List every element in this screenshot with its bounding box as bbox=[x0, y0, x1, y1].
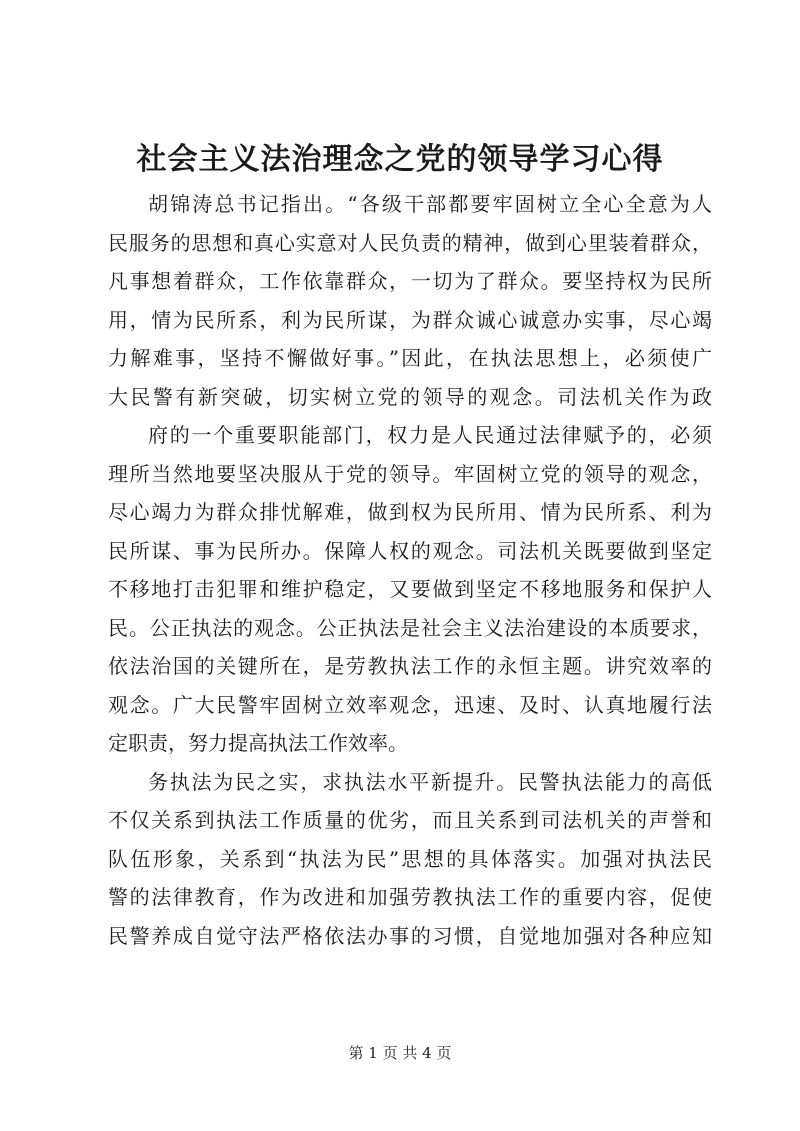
body-line: 不仅关系到执法工作质量的优劣，而且关系到司法机关的声誉和 bbox=[108, 808, 712, 832]
body-line: 警的法律教育，作为改进和加强劳教执法工作的重要内容，促使 bbox=[108, 885, 712, 909]
document-body bbox=[108, 185, 712, 955]
body-line: 民服务的思想和真心实意对人民负责的精神，做到心里装着群众， bbox=[108, 230, 712, 255]
body-line: 民。公正执法的观念。公正执法是社会主义法治建设的本质要求， bbox=[108, 615, 712, 640]
body-line: 依法治国的关键所在，是劳教执法工作的永恒主题。讲究效率的 bbox=[108, 654, 712, 678]
document-title: 社会主义法治理念之党的领导学习心得 bbox=[136, 142, 664, 177]
body-line: 力解难事，坚持不懈做好事。”因此，在执法思想上，必须使广 bbox=[108, 346, 712, 370]
body-line: 理所当然地要坚决服从于党的领导。牢固树立党的领导的观念， bbox=[108, 461, 712, 486]
body-line: 府的一个重要职能部门，权力是人民通过法律赋予的，必须 bbox=[148, 423, 712, 447]
body-line: 队伍形象，关系到“执法为民”思想的具体落实。加强对执法民 bbox=[108, 846, 712, 871]
body-line: 大民警有新突破，切实树立党的领导的观念。司法机关作为政 bbox=[108, 384, 712, 409]
page-number-label: 第 1 页 共 4 页 bbox=[348, 1044, 452, 1062]
body-line: 民所谋、事为民所办。保障人权的观念。司法机关既要做到坚定 bbox=[108, 538, 712, 563]
page-footer bbox=[0, 1043, 800, 1063]
body-line: 胡锦涛总书记指出。“各级干部都要牢固树立全心全意为人 bbox=[148, 192, 712, 216]
body-line: 不移地打击犯罪和维护稳定，又要做到坚定不移地服务和保护人 bbox=[108, 577, 712, 601]
body-line: 民警养成自觉守法严格依法办事的习惯，自觉地加强对各种应知 bbox=[108, 923, 712, 948]
body-line: 凡事想着群众，工作依靠群众，一切为了群众。要坚持权为民所 bbox=[108, 269, 712, 293]
body-line: 尽心竭力为群众排忧解难，做到权为民所用、情为民所系、利为 bbox=[108, 500, 712, 524]
body-line: 用，情为民所系，利为民所谋，为群众诚心诚意办实事，尽心竭 bbox=[108, 307, 712, 332]
body-line: 观念。广大民警牢固树立效率观念，迅速、及时、认真地履行法 bbox=[108, 692, 712, 717]
body-line: 定职责，努力提高执法工作效率。 bbox=[108, 731, 408, 755]
body-line: 务执法为民之实，求执法水平新提升。民警执法能力的高低 bbox=[148, 769, 712, 794]
